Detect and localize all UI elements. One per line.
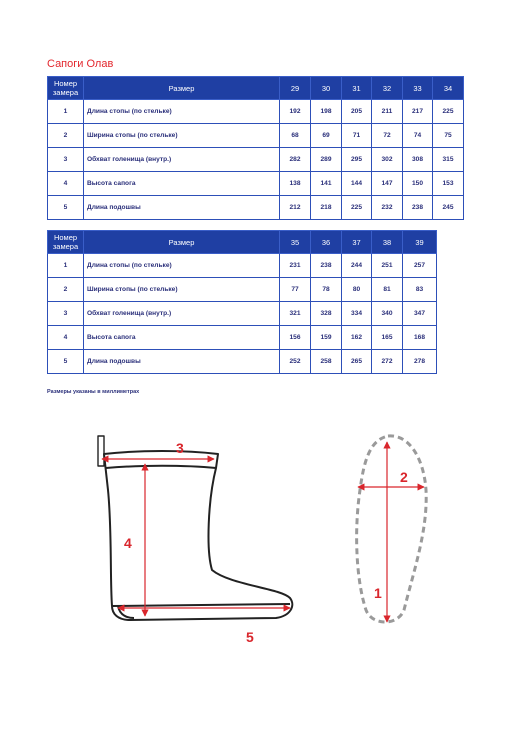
cell-value: 308 [403, 148, 433, 172]
label-sole-length: 5 [246, 629, 254, 645]
row-number: 1 [48, 100, 84, 124]
cell-value: 205 [342, 100, 372, 124]
cell-value: 77 [280, 278, 311, 302]
cell-value: 80 [342, 278, 372, 302]
label-shaft-circumference: 3 [176, 440, 184, 456]
cell-value: 278 [403, 350, 437, 374]
header-size-value: 30 [311, 77, 342, 100]
cell-value: 75 [433, 124, 464, 148]
header-number: Номер замера [48, 231, 84, 254]
cell-value: 71 [342, 124, 372, 148]
table-row [48, 350, 437, 374]
cell-value: 69 [311, 124, 342, 148]
row-parameter: Длина подошвы [84, 350, 280, 374]
cell-value: 272 [372, 350, 403, 374]
row-number: 2 [48, 124, 84, 148]
table-row [48, 278, 437, 302]
cell-value: 153 [433, 172, 464, 196]
cell-value: 141 [311, 172, 342, 196]
row-number: 1 [48, 254, 84, 278]
insole-outline [357, 436, 427, 622]
cell-value: 252 [280, 350, 311, 374]
row-parameter: Ширина стопы (по стельке) [84, 124, 280, 148]
cell-value: 83 [403, 278, 437, 302]
header-size-value: 33 [403, 77, 433, 100]
row-number: 2 [48, 278, 84, 302]
header-size-value: 34 [433, 77, 464, 100]
cell-value: 238 [311, 254, 342, 278]
boot-cuff-line [106, 466, 216, 468]
cell-value: 302 [372, 148, 403, 172]
header-size-value: 38 [372, 231, 403, 254]
cell-value: 72 [372, 124, 403, 148]
table-row [48, 254, 437, 278]
cell-value: 340 [372, 302, 403, 326]
cell-value: 225 [433, 100, 464, 124]
cell-value: 231 [280, 254, 311, 278]
cell-value: 347 [403, 302, 437, 326]
table-row [48, 196, 464, 220]
header-size-value: 32 [372, 77, 403, 100]
row-parameter: Длина стопы (по стельке) [84, 254, 280, 278]
label-foot-length: 1 [374, 585, 382, 601]
row-parameter: Ширина стопы (по стельке) [84, 278, 280, 302]
header-size-value: 35 [280, 231, 311, 254]
row-number: 4 [48, 326, 84, 350]
cell-value: 328 [311, 302, 342, 326]
cell-value: 315 [433, 148, 464, 172]
cell-value: 217 [403, 100, 433, 124]
page-title: Сапоги Олав [47, 58, 114, 70]
cell-value: 162 [342, 326, 372, 350]
boot-pull-tab [98, 436, 104, 466]
cell-value: 78 [311, 278, 342, 302]
cell-value: 212 [280, 196, 311, 220]
cell-value: 74 [403, 124, 433, 148]
cell-value: 198 [311, 100, 342, 124]
cell-value: 68 [280, 124, 311, 148]
cell-value: 245 [433, 196, 464, 220]
size-table-2 [47, 230, 437, 374]
table-row [48, 172, 464, 196]
table-row [48, 302, 437, 326]
row-parameter: Длина подошвы [84, 196, 280, 220]
boot-body [104, 451, 292, 620]
row-parameter: Высота сапога [84, 172, 280, 196]
row-parameter: Обхват голенища (внутр.) [84, 302, 280, 326]
cell-value: 258 [311, 350, 342, 374]
table-row [48, 124, 464, 148]
header-size-value: 29 [280, 77, 311, 100]
measurement-diagram [0, 420, 512, 670]
row-number: 3 [48, 148, 84, 172]
cell-value: 165 [372, 326, 403, 350]
table-row [48, 100, 464, 124]
label-foot-width: 2 [400, 469, 408, 485]
cell-value: 159 [311, 326, 342, 350]
table-row [48, 326, 437, 350]
cell-value: 218 [311, 196, 342, 220]
header-size-value: 37 [342, 231, 372, 254]
cell-value: 225 [342, 196, 372, 220]
cell-value: 144 [342, 172, 372, 196]
table-row [48, 148, 464, 172]
header-size: Размер [84, 77, 280, 100]
header-number: Номер замера [48, 77, 84, 100]
row-parameter: Длина стопы (по стельке) [84, 100, 280, 124]
cell-value: 265 [342, 350, 372, 374]
row-number: 4 [48, 172, 84, 196]
boot-outline [98, 436, 292, 620]
cell-value: 321 [280, 302, 311, 326]
row-number: 5 [48, 196, 84, 220]
cell-value: 232 [372, 196, 403, 220]
cell-value: 150 [403, 172, 433, 196]
cell-value: 251 [372, 254, 403, 278]
header-size: Размер [84, 231, 280, 254]
cell-value: 295 [342, 148, 372, 172]
cell-value: 156 [280, 326, 311, 350]
cell-value: 192 [280, 100, 311, 124]
cell-value: 289 [311, 148, 342, 172]
row-number: 5 [48, 350, 84, 374]
cell-value: 257 [403, 254, 437, 278]
cell-value: 211 [372, 100, 403, 124]
row-parameter: Высота сапога [84, 326, 280, 350]
cell-value: 238 [403, 196, 433, 220]
header-size-value: 31 [342, 77, 372, 100]
cell-value: 334 [342, 302, 372, 326]
table-header-row [48, 231, 437, 254]
cell-value: 81 [372, 278, 403, 302]
boot-sole [112, 604, 290, 606]
label-height: 4 [124, 535, 132, 551]
cell-value: 282 [280, 148, 311, 172]
insole-measurements [358, 442, 424, 622]
units-note: Размеры указаны в миллиметрах [47, 389, 140, 395]
cell-value: 244 [342, 254, 372, 278]
row-parameter: Обхват голенища (внутр.) [84, 148, 280, 172]
header-size-value: 39 [403, 231, 437, 254]
cell-value: 168 [403, 326, 437, 350]
row-number: 3 [48, 302, 84, 326]
cell-value: 138 [280, 172, 311, 196]
size-table-1 [47, 76, 464, 220]
table-header-row [48, 77, 464, 100]
cell-value: 147 [372, 172, 403, 196]
header-size-value: 36 [311, 231, 342, 254]
